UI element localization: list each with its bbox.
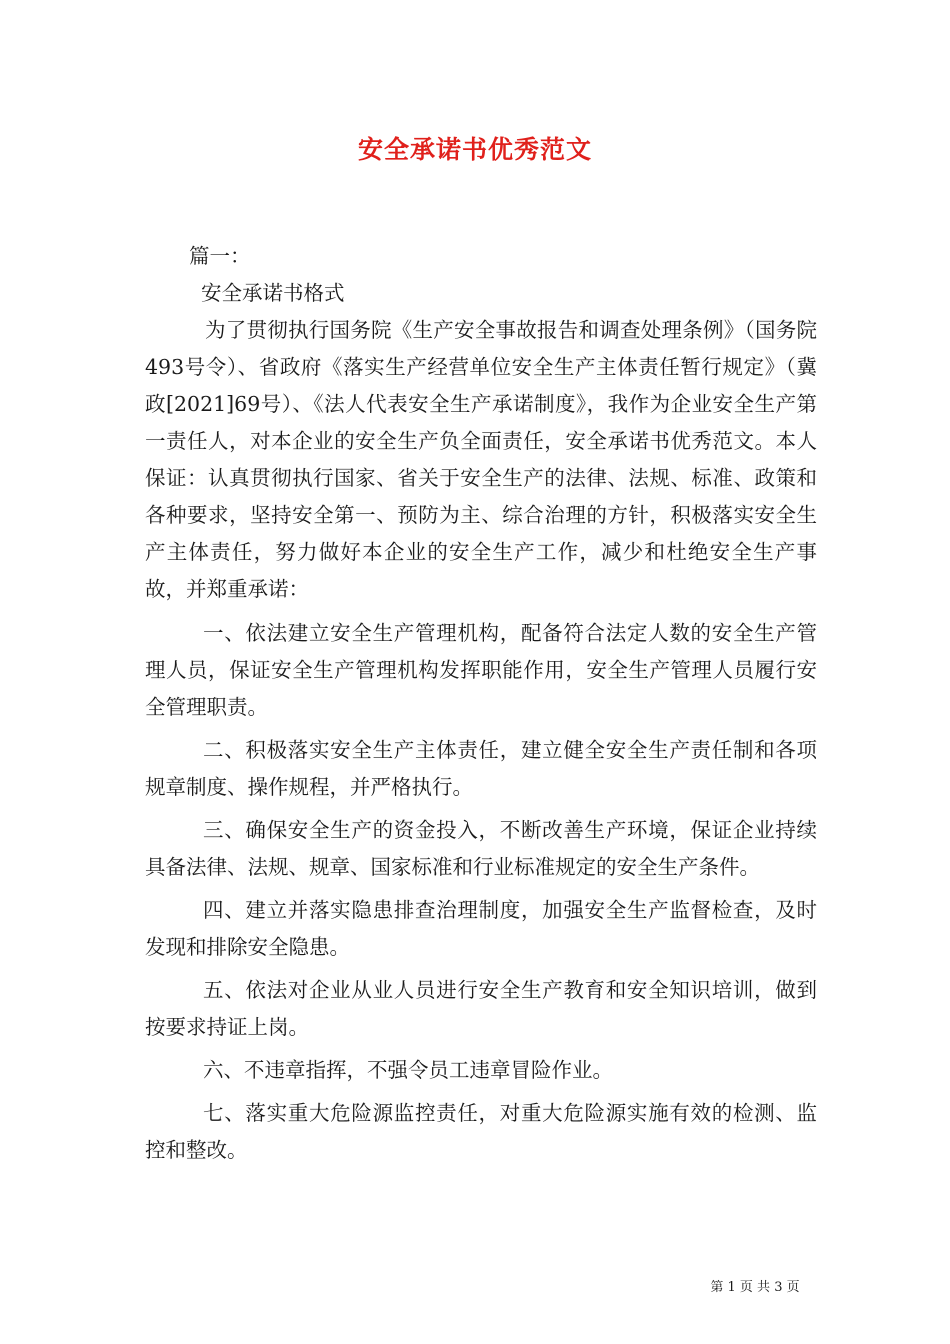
commitment-item-3: 三、确保安全生产的资金投入，不断改善生产环境，保证企业持续具备法律、法规、规章、国家标准和行业标准规定的安全生产条件。 [145,818,817,879]
intro-paragraph: 为了贯彻执行国务院《生产安全事故报告和调查处理条例》（国务院493号令）、省政府《落实生产经营单位安全生产主体责任暂行规定》（冀政[2021]69号）、《法人代表安全生产承诺制度》，我作为企业安全生产第一责任人，对本企业的安全生产负全面责任，安全承诺书优秀范文。本人保证：认真贯彻执行国家、省关于安全生产的法律、法规、标准、政策和各种要求，坚持安全第一、预防为主、综合治理的方针，积极落实安全生产主体责任，努力做好本企业的安全生产工作，减少和杜绝安全生产事故，并郑重承诺： [145,318,817,601]
document-body [145,238,817,1169]
commitment-item-1: 一、依法建立安全生产管理机构，配备符合法定人数的安全生产管理人员，保证安全生产管理机构发挥职能作用，安全生产管理人员履行安全管理职责。 [145,621,817,719]
commitment-item-5: 五、依法对企业从业人员进行安全生产教育和安全知识培训，做到按要求持证上岗。 [145,978,817,1039]
page-indicator: 第 1 页 共 3 页 [710,1280,800,1295]
section-label: 篇一： [189,244,251,268]
commitment-item-6: 六、不违章指挥，不强令员工违章冒险作业。 [203,1058,613,1082]
page-footer [0,1276,950,1295]
commitment-item-2: 二、积极落实安全生产主体责任，建立健全安全生产责任制和各项规章制度、操作规程，并严格执行。 [145,738,817,799]
document-title: 安全承诺书优秀范文 [357,135,592,164]
commitment-item-4: 四、建立并落实隐患排查治理制度，加强安全生产监督检查，及时发现和排除安全隐患。 [145,898,817,959]
section-subtitle: 安全承诺书格式 [201,281,345,305]
commitment-item-7: 七、落实重大危险源监控责任，对重大危险源实施有效的检测、监控和整改。 [145,1101,817,1162]
